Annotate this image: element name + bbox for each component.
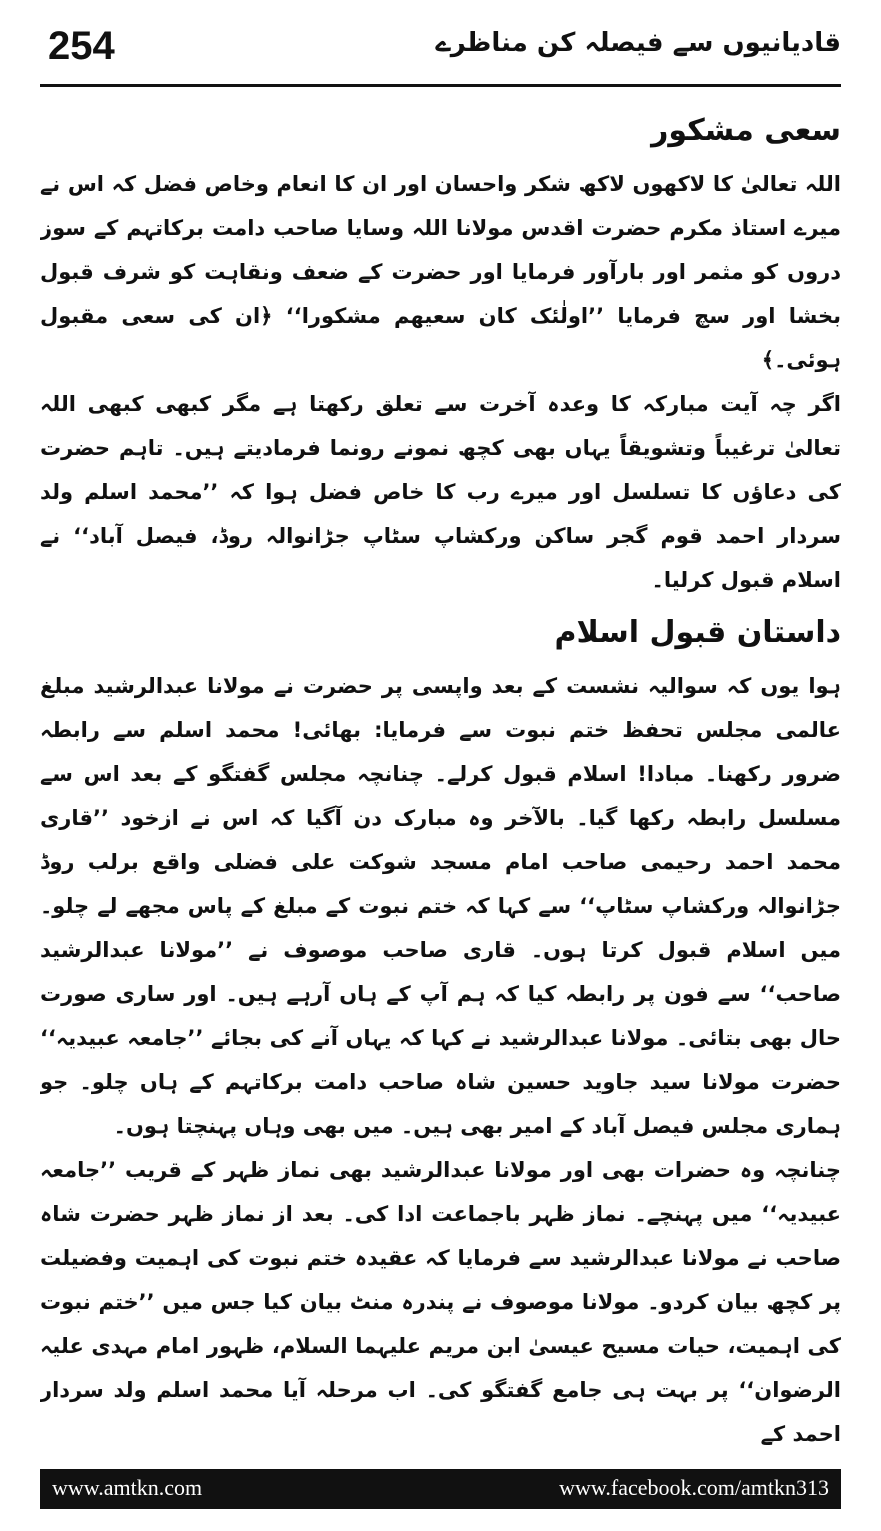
website-link[interactable]: www.amtkn.com: [52, 1475, 203, 1500]
paragraph: اگر چہ آیت مبارکہ کا وعدہ آخرت سے تعلق رکھتا ہے مگر کبھی کبھی اللہ تعالیٰ ترغیباً وتشویقاً یہاں بھی کچھ نمونے رونما فرمادیتے ہیں۔ تاہم حضرت کی دعاؤں کا تسلسل اور میرے رب کا خاص فضل ہوا کہ ’’محمد اسلم ولد سردار احمد قوم گجر ساکن ورکشاپ سٹاپ جڑانوالہ روڈ، فیصل آباد‘‘ نے اسلام قبول کرلیا۔: [40, 392, 841, 592]
page-number: 254: [48, 24, 115, 68]
facebook-link[interactable]: www.facebook.com/amtkn313: [559, 1475, 829, 1500]
section-heading-saee-mashkoor: سعی مشکور: [651, 113, 841, 148]
page-body: [40, 100, 841, 1460]
paragraph: چنانچہ وہ حضرات بھی اور مولانا عبدالرشید بھی نماز ظہر کے قریب ’’جامعہ عبیدیہ‘‘ میں پہنچے۔ نماز ظہر باجماعت ادا کی۔ بعد از نماز ظہر حضرت شاہ صاحب نے مولانا عبدالرشید سے فرمایا کہ عقیدہ ختم نبوت کی اہمیت وفضیلت پر کچھ بیان کردو۔ مولانا موصوف نے پندرہ منٹ بیان کیا جس میں ’’ختم نبوت کی اہمیت، حیات مسیح عیسیٰ ابن مریم علیہما السلام، ظہور امام مہدی علیہ الرضوان‘‘ پر بہت ہی جامع گفتگو کی۔ اب مرحلہ آیا محمد اسلم ولد سردار احمد کے: [40, 1158, 841, 1446]
paragraph: ہوا یوں کہ سوالیہ نشست کے بعد واپسی پر حضرت نے مولانا عبدالرشید مبلغ عالمی مجلس تحفظ ختم نبوت سے فرمایا: بھائی! محمد اسلم سے رابطہ ضرور رکھنا۔ مبادا! اسلام قبول کرلے۔ چنانچہ مجلس گفتگو کے بعد اس سے مسلسل رابطہ رکھا گیا۔ بالآخر وہ مبارک دن آگیا کہ اس نے ازخود ’’قاری محمد احمد رحیمی صاحب امام مسجد شوکت علی فضلی واقع برلب روڈ جڑانوالہ ورکشاپ سٹاپ‘‘ سے کہا کہ ختم نبوت کے مبلغ کے پاس مجھے لے چلو۔ میں اسلام قبول کرتا ہوں۔ قاری صاحب موصوف نے ’’مولانا عبدالرشید صاحب‘‘ سے فون پر رابطہ کیا کہ ہم آپ کے ہاں آرہے ہیں۔ اور ساری صورت حال بھی بتائی۔ مولانا عبدالرشید نے کہا کہ یہاں آنے کی بجائے ’’جامعہ عبیدیہ‘‘ حضرت مولانا سید جاوید حسین شاہ صاحب دامت برکاتہم کے ہاں چلو۔ جو ہماری مجلس فیصل آباد کے امیر بھی ہیں۔ میں بھی وہاں پہنچتا ہوں۔: [40, 674, 841, 1138]
running-title: قادیانیوں سے فیصلہ کن مناظرے: [435, 28, 841, 58]
page-footer: [40, 1469, 841, 1509]
section-heading-dastan-qubool-islam: داستان قبول اسلام: [554, 615, 841, 650]
page-header: [40, 18, 841, 87]
paragraph: اللہ تعالیٰ کا لاکھوں لاکھ شکر واحسان اور ان کا انعام وخاص فضل کہ اس نے میرے استاذ مکرم حضرت اقدس مولانا اللہ وسایا صاحب دامت برکاتہم کے سوز دروں کو مثمر اور بارآور فرمایا اور حضرت کے ضعف ونقاہت کو شرف قبول بخشا اور سچ فرمایا ’’اولٰئک کان سعیھم مشکورا‘‘ ﴿ان کی سعی مقبول ہوئی۔﴾: [40, 172, 841, 372]
